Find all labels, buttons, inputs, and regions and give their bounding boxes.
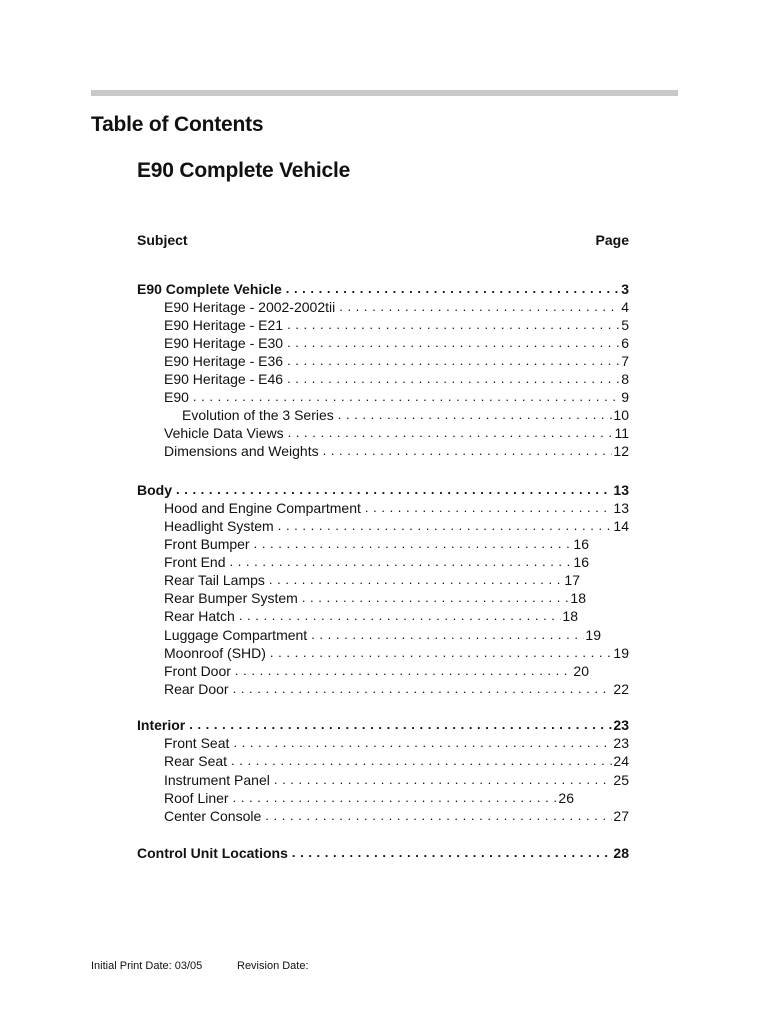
dot-leader bbox=[338, 406, 613, 424]
toc-entry-label: Instrument Panel bbox=[164, 772, 270, 788]
toc-entry-page: 7 bbox=[621, 353, 629, 369]
toc-entry-page: 25 bbox=[613, 772, 629, 788]
toc-entry[interactable] bbox=[164, 752, 629, 770]
dot-leader bbox=[287, 370, 620, 388]
dot-leader bbox=[231, 752, 612, 770]
revision-date: Revision Date: bbox=[237, 960, 309, 972]
toc-entry-label: Front Seat bbox=[164, 735, 230, 751]
toc-entry-page: 20 bbox=[573, 663, 589, 679]
initial-print-date: Initial Print Date: 03/05 bbox=[91, 960, 203, 972]
toc-entry-page: 13 bbox=[613, 500, 629, 516]
toc-entry-label: Roof Liner bbox=[164, 790, 229, 806]
toc-entry[interactable] bbox=[182, 406, 629, 424]
toc-entry-label: Evolution of the 3 Series bbox=[182, 407, 334, 423]
dot-leader bbox=[254, 535, 573, 553]
dot-leader bbox=[323, 442, 613, 460]
toc-entry-page: 19 bbox=[613, 645, 629, 661]
dot-leader bbox=[269, 571, 564, 589]
toc-entry[interactable] bbox=[164, 662, 589, 680]
toc-entry[interactable] bbox=[164, 807, 629, 825]
toc-entry-page: 13 bbox=[613, 482, 629, 498]
toc-entry-label: E90 Heritage - E36 bbox=[164, 353, 284, 369]
dot-leader bbox=[302, 589, 570, 607]
toc-entry-label: Front End bbox=[164, 554, 226, 570]
dot-leader bbox=[189, 716, 612, 734]
document-title: E90 Complete Vehicle bbox=[137, 159, 351, 182]
toc-entry-label: E90 Heritage - E21 bbox=[164, 317, 284, 333]
toc-entry[interactable] bbox=[164, 771, 629, 789]
toc-entry-label: Center Console bbox=[164, 808, 262, 824]
dot-leader bbox=[286, 280, 620, 298]
toc-entry-label: Headlight System bbox=[164, 518, 274, 534]
toc-entry-label: Body bbox=[137, 482, 172, 498]
dot-leader bbox=[233, 734, 612, 752]
toc-entry[interactable] bbox=[164, 316, 629, 334]
dot-leader bbox=[278, 517, 613, 535]
toc-entry[interactable] bbox=[164, 499, 629, 517]
toc-entry-label: E90 Heritage - E30 bbox=[164, 335, 284, 351]
toc-entry-page: 16 bbox=[573, 536, 589, 552]
toc-entry-label: Rear Door bbox=[164, 681, 229, 697]
toc-entry-label: Hood and Engine Compartment bbox=[164, 500, 361, 516]
toc-entry-label: Interior bbox=[137, 717, 186, 733]
toc-entry-label: E90 bbox=[164, 389, 189, 405]
dot-leader bbox=[265, 807, 612, 825]
toc-entry[interactable] bbox=[164, 352, 629, 370]
header-rule bbox=[91, 90, 678, 96]
toc-entry[interactable] bbox=[164, 626, 601, 644]
toc-entry-label: Control Unit Locations bbox=[137, 845, 288, 861]
toc-entry-page: 11 bbox=[614, 425, 629, 441]
toc-entry-page: 17 bbox=[564, 572, 580, 588]
toc-entry[interactable] bbox=[164, 789, 574, 807]
toc-entry[interactable] bbox=[137, 481, 629, 499]
dot-leader bbox=[274, 771, 613, 789]
toc-entry[interactable] bbox=[164, 644, 629, 662]
subject-column-header: Subject bbox=[137, 232, 188, 248]
toc-entry-page: 19 bbox=[585, 627, 601, 643]
toc-entry-page: 28 bbox=[613, 845, 629, 861]
dot-leader bbox=[193, 388, 620, 406]
toc-entry[interactable] bbox=[164, 607, 578, 625]
dot-leader bbox=[233, 789, 558, 807]
page-column-header: Page bbox=[595, 232, 629, 248]
toc-entry-page: 8 bbox=[621, 371, 629, 387]
toc-entry-page: 18 bbox=[570, 590, 586, 606]
dot-leader bbox=[287, 316, 620, 334]
dot-leader bbox=[229, 553, 572, 571]
toc-entry[interactable] bbox=[164, 424, 629, 442]
toc-entry[interactable] bbox=[137, 716, 629, 734]
dot-leader bbox=[311, 626, 584, 644]
toc-entry[interactable] bbox=[164, 442, 629, 460]
toc-entry-page: 4 bbox=[621, 299, 629, 315]
toc-entry-page: 6 bbox=[621, 335, 629, 351]
toc-entry[interactable] bbox=[164, 535, 589, 553]
dot-leader bbox=[270, 644, 613, 662]
dot-leader bbox=[288, 424, 614, 442]
toc-entry-label: Rear Seat bbox=[164, 753, 228, 769]
dot-leader bbox=[235, 662, 573, 680]
toc-entry[interactable] bbox=[164, 334, 629, 352]
toc-entry[interactable] bbox=[137, 844, 629, 862]
toc-entry-label: Luggage Compartment bbox=[164, 627, 308, 643]
dot-leader bbox=[239, 607, 562, 625]
toc-entry-page: 27 bbox=[613, 808, 629, 824]
toc-entry-label: Dimensions and Weights bbox=[164, 443, 319, 459]
toc-entry-page: 26 bbox=[558, 790, 574, 806]
toc-entry-page: 24 bbox=[613, 753, 629, 769]
toc-entry-page: 23 bbox=[613, 735, 629, 751]
dot-leader bbox=[287, 334, 620, 352]
toc-entry[interactable] bbox=[164, 571, 580, 589]
toc-entry-label: Front Bumper bbox=[164, 536, 250, 552]
toc-entry-page: 3 bbox=[621, 281, 629, 297]
toc-entry-page: 14 bbox=[613, 518, 629, 534]
toc-entry[interactable] bbox=[164, 388, 629, 406]
toc-entry[interactable] bbox=[137, 280, 629, 298]
toc-entry-label: Front Door bbox=[164, 663, 231, 679]
dot-leader bbox=[176, 481, 612, 499]
toc-entry-label: E90 Complete Vehicle bbox=[137, 281, 282, 297]
toc-entry-label: E90 Heritage - 2002-2002tii bbox=[164, 299, 336, 315]
toc-title: Table of Contents bbox=[91, 113, 264, 136]
toc-entry-page: 18 bbox=[562, 608, 578, 624]
toc-entry[interactable] bbox=[164, 589, 586, 607]
toc-entry-page: 12 bbox=[613, 443, 629, 459]
dot-leader bbox=[287, 352, 620, 370]
toc-entry-label: Rear Hatch bbox=[164, 608, 235, 624]
dot-leader bbox=[365, 499, 613, 517]
toc-entry-label: Rear Bumper System bbox=[164, 590, 298, 606]
toc-entry-page: 9 bbox=[621, 389, 629, 405]
dot-leader bbox=[339, 298, 620, 316]
toc-entry-page: 23 bbox=[613, 717, 629, 733]
toc-entry[interactable] bbox=[164, 680, 629, 698]
toc-entry-label: Vehicle Data Views bbox=[164, 425, 284, 441]
toc-entry-label: E90 Heritage - E46 bbox=[164, 371, 284, 387]
dot-leader bbox=[233, 680, 613, 698]
toc-entry-page: 10 bbox=[613, 407, 629, 423]
toc-entry-label: Rear Tail Lamps bbox=[164, 572, 265, 588]
dot-leader bbox=[292, 844, 613, 862]
toc-entry-page: 16 bbox=[573, 554, 589, 570]
toc-entry[interactable] bbox=[164, 298, 629, 316]
toc-entry[interactable] bbox=[164, 517, 629, 535]
toc-entry[interactable] bbox=[164, 553, 589, 571]
toc-entry-page: 22 bbox=[613, 681, 629, 697]
toc-entry[interactable] bbox=[164, 370, 629, 388]
toc-entry-page: 5 bbox=[621, 317, 629, 333]
toc-entry-label: Moonroof (SHD) bbox=[164, 645, 266, 661]
toc-entry[interactable] bbox=[164, 734, 629, 752]
